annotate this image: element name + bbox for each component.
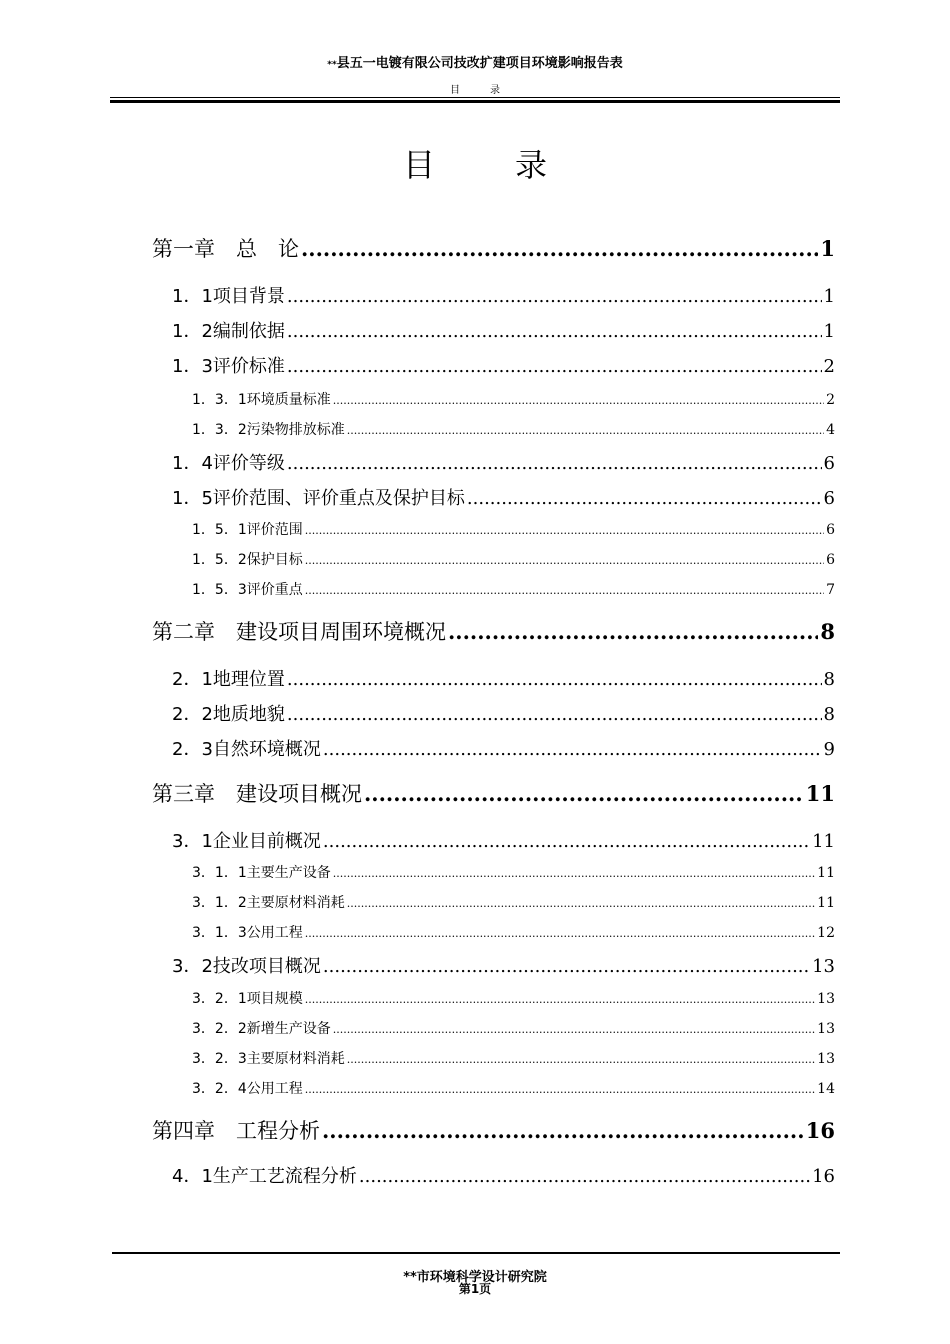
toc-entry-level-3[interactable] — [192, 389, 835, 409]
toc-entry-title: 3．1．1主要生产设备 — [192, 865, 331, 881]
toc-leader-dots — [287, 321, 822, 342]
toc-entry-page: 2 — [826, 392, 835, 408]
toc-entry-page: 7 — [826, 582, 835, 598]
toc-entry-page: 1 — [820, 236, 835, 261]
toc-entry-page: 13 — [817, 1021, 835, 1037]
toc-leader-dots — [323, 956, 810, 977]
toc-entry-page: 4 — [826, 422, 835, 438]
toc-entry-page: 6 — [826, 522, 835, 538]
toc-entry-title: 2．3自然环境概况 — [172, 739, 321, 760]
running-header-title — [0, 52, 950, 71]
toc-entry-level-2[interactable] — [172, 449, 835, 475]
toc-entry-level-3[interactable] — [192, 862, 835, 882]
toc-leader-dots — [347, 424, 824, 437]
toc-entry-level-1[interactable] — [152, 233, 835, 263]
toc-leader-dots — [305, 584, 824, 597]
toc-entry-page: 6 — [826, 552, 835, 568]
toc-entry-title: 3．2．4公用工程 — [192, 1081, 303, 1097]
toc-entry-page: 16 — [805, 1118, 835, 1143]
toc-entry-level-3[interactable] — [192, 988, 835, 1008]
toc-entry-page: 14 — [817, 1081, 835, 1097]
toc-entry-title: 1．3．1环境质量标准 — [192, 392, 331, 408]
header-rule-thick — [110, 100, 840, 103]
toc-entry-page: 13 — [812, 956, 835, 977]
toc-entry-page: 8 — [823, 669, 835, 690]
toc-leader-dots — [448, 619, 818, 644]
toc-entry-title: 3．1．3公用工程 — [192, 925, 303, 941]
toc-entry-level-3[interactable] — [192, 1018, 835, 1038]
toc-leader-dots — [333, 1023, 815, 1036]
toc-entry-page: 11 — [812, 831, 835, 852]
toc-entry-page: 8 — [823, 704, 835, 725]
toc-entry-page: 9 — [823, 739, 835, 760]
toc-entry-title: 3．2．2新增生产设备 — [192, 1021, 331, 1037]
footer-organization: **市环境科学设计研究院 — [403, 1270, 547, 1285]
toc-entry-page: 13 — [817, 991, 835, 1007]
toc-leader-dots — [359, 1166, 810, 1187]
toc-leader-dots — [364, 781, 804, 806]
toc-entry-title: 1．1项目背景 — [172, 286, 285, 307]
toc-entry-page: 12 — [817, 925, 835, 941]
toc-entry-page: 13 — [817, 1051, 835, 1067]
toc-entry-level-2[interactable] — [172, 282, 835, 308]
toc-entry-page: 6 — [823, 488, 835, 509]
toc-entry-level-1[interactable] — [152, 616, 835, 646]
toc-entry-title: 1．3评价标准 — [172, 356, 285, 377]
toc-entry-page: 11 — [817, 895, 835, 911]
toc-entry-title: 1．5评价范围、评价重点及保护目标 — [172, 488, 465, 509]
toc-entry-title: 1．5．1评价范围 — [192, 522, 303, 538]
toc-entry-level-2[interactable] — [172, 700, 835, 726]
toc-entry-level-1[interactable] — [152, 778, 835, 808]
toc-entry-title: 第三章 建设项目概况 — [152, 782, 362, 806]
header-title-prefix: ** — [327, 60, 337, 70]
toc-entry-level-2[interactable] — [172, 352, 835, 378]
header-title-text: 县五一电镀有限公司技改扩建项目环境影响报告表 — [336, 56, 623, 71]
toc-entry-level-3[interactable] — [192, 922, 835, 942]
toc-entry-title: 3．2．3主要原材料消耗 — [192, 1051, 345, 1067]
toc-entry-page: 16 — [812, 1166, 835, 1187]
toc-entry-level-2[interactable] — [172, 735, 835, 761]
toc-entry-title: 1．5．3评价重点 — [192, 582, 303, 598]
toc-entry-page: 6 — [823, 453, 835, 474]
toc-entry-level-3[interactable] — [192, 1078, 835, 1098]
toc-leader-dots — [467, 488, 822, 509]
toc-entry-title: 3．2．1项目规模 — [192, 991, 303, 1007]
toc-entry-title: 3．1．2主要原材料消耗 — [192, 895, 345, 911]
toc-entry-title: 3．1企业目前概况 — [172, 831, 321, 852]
toc-entry-level-1[interactable] — [152, 1115, 835, 1145]
toc-entry-level-2[interactable] — [172, 1162, 835, 1188]
toc-entry-page: 11 — [817, 865, 835, 881]
header-rule-thin — [110, 97, 840, 98]
toc-leader-dots — [305, 927, 815, 940]
toc-leader-dots — [287, 356, 822, 377]
toc-leader-dots — [305, 993, 815, 1006]
toc-entry-page: 1 — [823, 286, 835, 307]
toc-entry-title: 第四章 工程分析 — [152, 1119, 320, 1143]
toc-leader-dots — [323, 831, 810, 852]
toc-entry-title: 第二章 建设项目周围环境概况 — [152, 620, 446, 644]
toc-entry-title: 1．5．2保护目标 — [192, 552, 303, 568]
toc-leader-dots — [305, 554, 824, 567]
footer-page-number: 第1页 — [458, 1282, 492, 1296]
toc-entry-page: 8 — [820, 619, 835, 644]
toc-entry-page: 2 — [823, 356, 835, 377]
toc-entry-title: 4．1生产工艺流程分析 — [172, 1166, 357, 1187]
toc-entry-level-2[interactable] — [172, 317, 835, 343]
toc-entry-title: 1．2编制依据 — [172, 321, 285, 342]
toc-entry-title: 2．1地理位置 — [172, 669, 285, 690]
toc-entry-level-3[interactable] — [192, 579, 835, 599]
toc-entry-level-3[interactable] — [192, 892, 835, 912]
toc-entry-title: 第一章 总 论 — [152, 237, 299, 261]
toc-leader-dots — [305, 1083, 815, 1096]
toc-leader-dots — [333, 867, 815, 880]
toc-leader-dots — [287, 286, 822, 307]
toc-leader-dots — [287, 453, 822, 474]
toc-leader-dots — [287, 669, 822, 690]
toc-leader-dots — [323, 739, 822, 760]
running-header-subtitle: 目录 — [450, 85, 530, 96]
toc-entry-page: 11 — [805, 781, 835, 806]
toc-entry-level-2[interactable] — [172, 665, 835, 691]
toc-entry-title: 2．2地质地貌 — [172, 704, 285, 725]
toc-entry-level-3[interactable] — [192, 1048, 835, 1068]
toc-entry-level-2[interactable] — [172, 827, 835, 853]
page-title: 目录 — [402, 146, 627, 184]
toc-leader-dots — [322, 1118, 804, 1143]
toc-entry-title: 3．2技改项目概况 — [172, 956, 321, 977]
toc-entry-page: 1 — [823, 321, 835, 342]
toc-entry-level-3[interactable] — [192, 519, 835, 539]
toc-entry-level-2[interactable] — [172, 952, 835, 978]
toc-entry-title: 1．3．2污染物排放标准 — [192, 422, 345, 438]
toc-leader-dots — [333, 394, 824, 407]
toc-leader-dots — [301, 236, 818, 261]
toc-entry-level-3[interactable] — [192, 419, 835, 439]
toc-entry-title: 1．4评价等级 — [172, 453, 285, 474]
toc-leader-dots — [305, 524, 824, 537]
toc-leader-dots — [347, 1053, 815, 1066]
toc-leader-dots — [287, 704, 822, 725]
toc-entry-level-3[interactable] — [192, 549, 835, 569]
toc-entry-level-2[interactable] — [172, 484, 835, 510]
footer-rule — [112, 1252, 840, 1254]
toc-leader-dots — [347, 897, 815, 910]
